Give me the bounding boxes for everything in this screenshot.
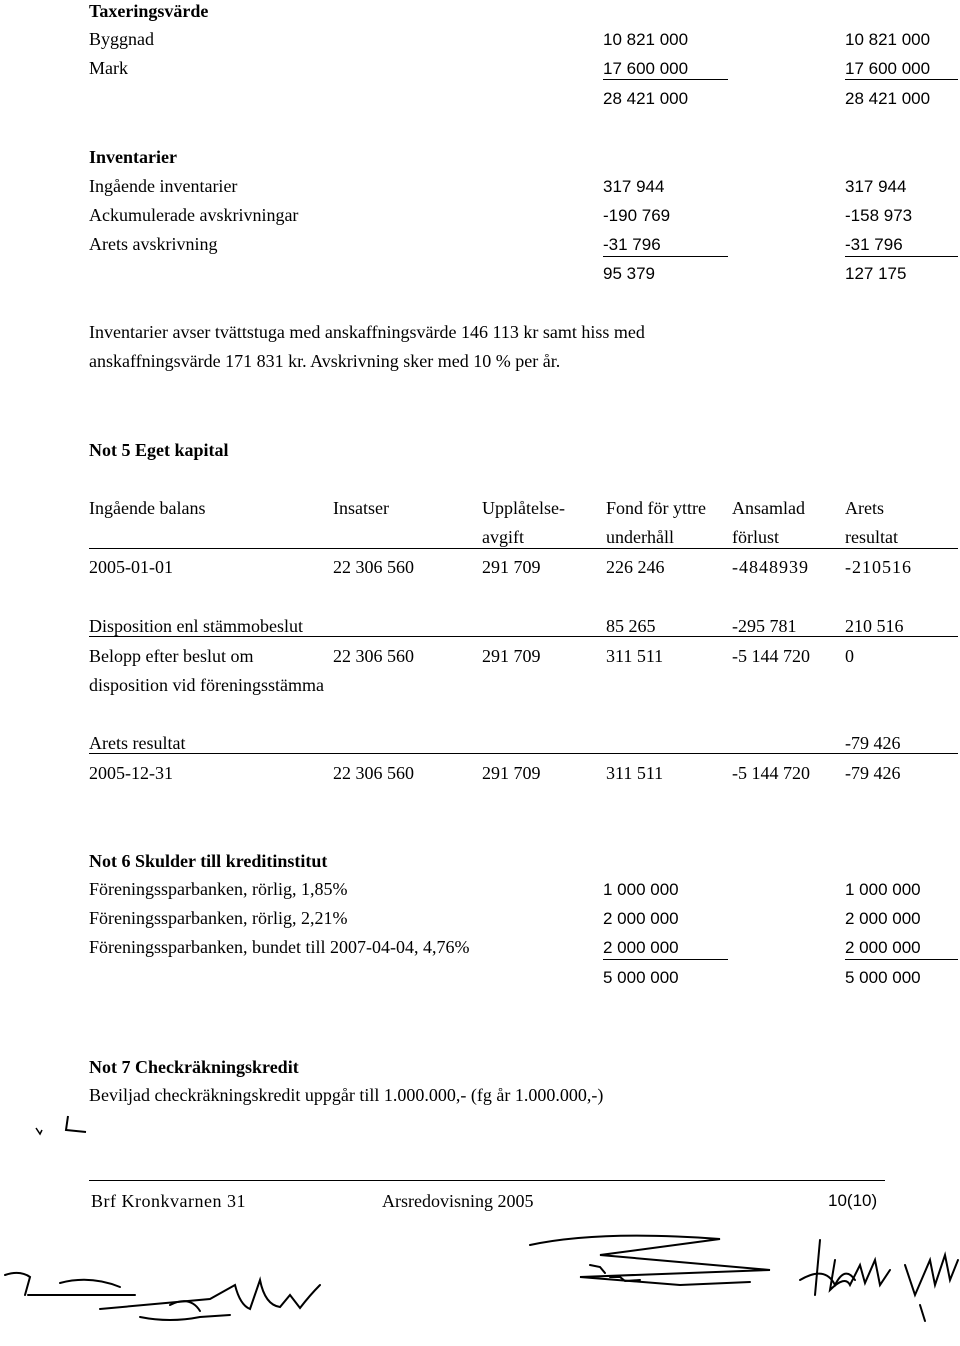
not6-value-previous: 2 000 000 [845,909,921,928]
sum-rule [845,256,958,257]
taxering-label: Byggnad [89,29,154,49]
not5-row-label: Belopp efter beslut om [89,646,254,666]
not6-label: Föreningssparbanken, rörlig, 1,85% [89,879,348,899]
not6-value-current: 2 000 000 [603,909,679,928]
inventarier-label: Arets avskrivning [89,234,218,254]
sum-rule [845,79,958,80]
not5-cell: -79 426 [845,733,901,753]
not5-cell: -4848939 [732,557,809,577]
not5-column-header: avgift [482,527,524,547]
inventarier-value-current: 317 944 [603,177,665,196]
inventarier-label: Ackumulerade avskrivningar [89,205,299,225]
not5-cell: -295 781 [732,616,797,636]
not5-row-label: 2005-12-31 [89,763,173,783]
not5-cell: 85 265 [606,616,656,636]
not6-value-previous: 2 000 000 [845,938,921,957]
taxering-value-current: 10 821 000 [603,30,689,49]
not5-cell: 311 511 [606,646,664,666]
table-rule [89,636,958,637]
not6-value-current: 1 000 000 [603,880,679,899]
taxering-value-current: 17 600 000 [603,59,689,78]
not5-cell: -79 426 [845,763,901,783]
inventarier-value-current: -31 796 [603,235,661,254]
taxering-value-previous: 17 600 000 [845,59,931,78]
not5-cell: 226 246 [606,557,665,577]
margin-mark [28,1108,118,1138]
not6-label: Föreningssparbanken, rörlig, 2,21% [89,908,348,928]
inventarier-note: Inventarier avser tvättstuga med anskaffningsvärde 146 113 kr samt hiss med [89,322,645,342]
inventarier-heading: Inventarier [89,147,177,167]
not5-column-header: Fond för yttre [606,498,706,518]
inventarier-value-previous: -158 973 [845,206,913,225]
not5-cell: 291 709 [482,646,541,666]
not5-cell: 22 306 560 [333,646,414,666]
inventarier-value-previous: -31 796 [845,235,903,254]
table-rule [89,548,958,549]
not5-cell: -5 144 720 [732,646,810,666]
inventarier-value-previous: 317 944 [845,177,907,196]
footer-org: Brf Kronkvarnen 31 [91,1191,246,1211]
not5-cell: 22 306 560 [333,557,414,577]
not5-row-label: disposition vid föreningsstämma [89,675,324,695]
not5-row-label: 2005-01-01 [89,557,173,577]
sum-rule [603,79,728,80]
footer-doc-title: Arsredovisning 2005 [382,1191,534,1211]
not6-label: Föreningssparbanken, bundet till 2007-04-04, 4,76% [89,937,470,957]
not5-column-header: förlust [732,527,779,547]
not5-column-header: Arets [845,498,884,518]
not5-cell: 311 511 [606,763,664,783]
not5-row-label: Arets resultat [89,733,186,753]
inventarier-total-previous: 127 175 [845,264,907,283]
sum-rule [603,256,728,257]
sum-rule [845,959,958,960]
not5-column-header: underhåll [606,527,674,547]
not6-value-current: 2 000 000 [603,938,679,957]
taxering-total-current: 28 421 000 [603,89,689,108]
not5-column-header: Insatser [333,498,389,518]
inventarier-total-current: 95 379 [603,264,655,283]
taxering-label: Mark [89,58,128,78]
not5-column-header: Ansamlad [732,498,805,518]
not7-text: Beviljad checkräkningskredit uppgår till 1.000.000,- (fg år 1.000.000,-) [89,1085,604,1105]
not7-heading: Not 7 Checkräkningskredit [89,1057,299,1077]
inventarier-value-current: -190 769 [603,206,671,225]
inventarier-note: anskaffningsvärde 171 831 kr. Avskrivning sker med 10 % per år. [89,351,561,371]
footer-page-number: 10(10) [828,1191,878,1210]
not5-column-header: Upplåtelse- [482,498,565,518]
not5-column-header: resultat [845,527,898,547]
not5-cell: 210 516 [845,616,904,636]
footer-rule [89,1180,885,1181]
not5-row-label: Disposition enl stämmobeslut [89,616,303,636]
not5-heading: Not 5 Eget kapital [89,440,229,460]
taxering-value-previous: 10 821 000 [845,30,931,49]
not5-cell: 291 709 [482,763,541,783]
not6-heading: Not 6 Skulder till kreditinstitut [89,851,328,871]
sum-rule [603,959,728,960]
not5-cell: 22 306 560 [333,763,414,783]
signature-right [830,1255,958,1321]
signature-middle [530,1236,855,1295]
taxering-heading: Taxeringsvärde [89,1,209,21]
signature-area [0,1225,960,1346]
not6-total-previous: 5 000 000 [845,968,921,987]
not5-cell: -210516 [845,557,912,577]
not6-value-previous: 1 000 000 [845,880,921,899]
not5-cell: -5 144 720 [732,763,810,783]
not6-total-current: 5 000 000 [603,968,679,987]
taxering-total-previous: 28 421 000 [845,89,931,108]
inventarier-label: Ingående inventarier [89,176,238,196]
not5-cell: 0 [845,646,854,666]
not5-column-header: Ingående balans [89,498,206,518]
not5-cell: 291 709 [482,557,541,577]
table-rule [89,753,958,754]
signature-left [5,1273,320,1320]
